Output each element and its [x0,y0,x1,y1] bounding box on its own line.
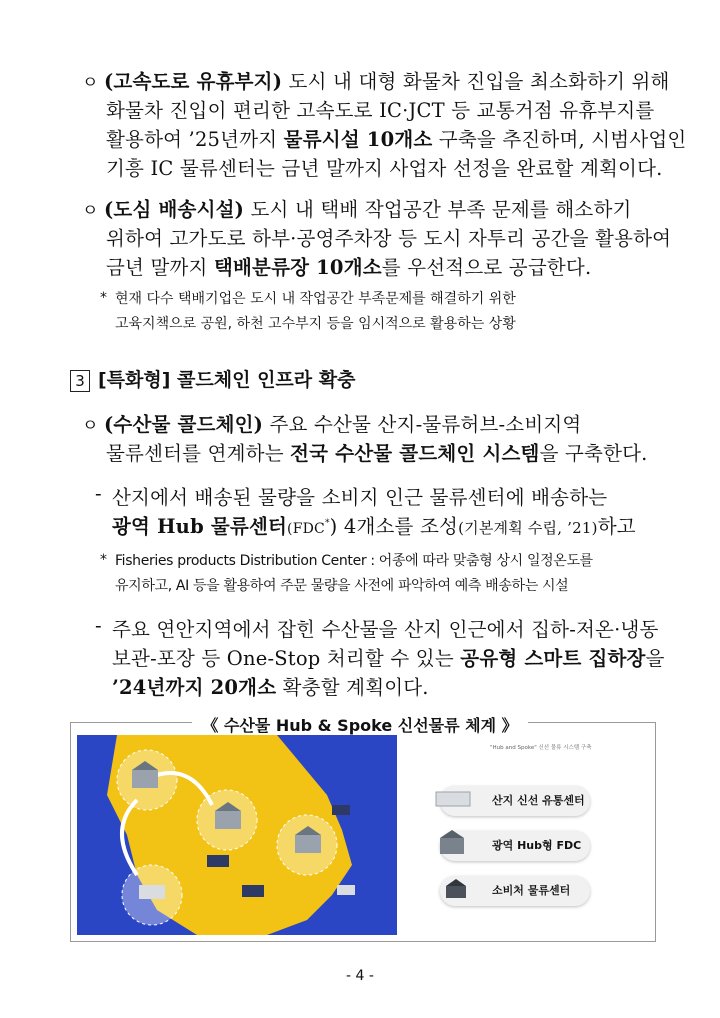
bullet: ㅇ [82,416,99,436]
legend-label: 소비처 물류센터 [492,884,571,897]
p2-highlight: 택배분류장 10개소 [213,256,382,279]
d1-line-2 [112,511,636,539]
figure-title-text: 《 수산물 Hub & Spoke 신선물류 체계 》 [192,716,527,735]
p3-line-1 [104,409,581,437]
p2-lead: (도심 배송시설) [104,198,245,221]
bullet: ㅇ [82,73,99,93]
p1-line-1 [104,66,670,94]
d1-plan: (기본계획 수립, ’21) [458,519,598,537]
p2-note-1: 현재 다수 택배기업은 도시 내 작업공간 부족문제를 해결하기 위한 [115,291,516,307]
d2-highlight: ’24년까지 20개소 [112,676,277,699]
d2-text: 을 [645,647,665,670]
p2-line-1 [104,194,632,222]
p1-line-2: 화물차 진입이 편리한 고속도로 IC·JCT 등 교통거점 유휴부지를 [106,99,655,122]
d2-highlight: 공유형 스마트 집하장 [460,647,646,670]
legend-icons [432,786,482,906]
hub-spoke-map [77,735,397,935]
d2-text: 보관-포장 등 One-Stop 처리할 수 있는 [112,647,461,670]
d1-highlight: 광역 Hub 물류센터 [112,515,288,538]
figure-caption: "Hub and Spoke" 신선 물류 시스템 구축 [490,745,592,751]
p1-text: 활용하여 ’25년까지 [106,128,284,151]
p3-text: 물류센터를 연계하는 [106,442,291,465]
warehouse-icon [440,838,464,854]
section-number: 3 [70,370,90,392]
bullet: ㅇ [82,201,99,221]
d1-note-2: 유지하고, AI 등을 활용하여 주문 물량을 사전에 파악하여 예측 배송하는 시설 [115,578,569,594]
p2-note-2: 고육지책으로 공원, 하천 고수부지 등을 임시적으로 활용하는 상황 [115,316,516,332]
p3-highlight: 전국 수산물 콜드체인 시스템 [290,442,540,465]
d2-line-2 [112,643,665,671]
d1-line-1: 산지에서 배송된 물량을 소비지 인근 물류센터에 배송하는 [112,486,608,509]
dash: - [95,482,102,505]
p2-line-2: 위하여 고가도로 하부·공영주차장 등 도시 자투리 공간을 활용하여 [106,227,672,250]
section-heading [70,365,355,392]
p1-text: 도시 내 대형 화물차 진입을 최소화하기 위해 [282,70,670,93]
p1-highlight: 물류시설 10개소 [283,128,433,151]
page-number: - 4 - [346,968,374,984]
d2-line-3 [112,672,429,700]
d1-note-mark: * [100,552,107,568]
p2-line-3 [106,252,591,280]
p1-line-3 [106,124,686,152]
p3-line-2 [106,438,648,466]
d1-text: ) 4개소를 조성 [329,515,459,538]
p2-text: 도시 내 택배 작업공간 부족 문제를 해소하기 [244,198,632,221]
dash: - [95,614,102,637]
section-title: [특화형] 콜드체인 인프라 확충 [98,369,356,391]
p1-line-4: 기흥 IC 물류센터는 금년 말까지 사업자 선정을 완료할 계획이다. [106,157,663,180]
p1-text: 구축을 추진하며, 시범사업인 [432,128,687,151]
d1-sup: * [324,518,330,529]
p3-lead: (수산물 콜드체인) [104,413,264,436]
korea-map-illustration [77,735,397,935]
d1-note-1: Fisheries products Distribution Center : 어종에 따라 맞춤형 상시 일정온도를 [115,553,593,569]
d2-text: 확충할 계획이다. [276,676,429,699]
warehouse-icon [446,886,466,898]
p3-text: 주요 수산물 산지-물류허브-소비지역 [263,413,582,436]
warehouse-icon [436,792,470,806]
p2-note-mark: * [100,290,107,306]
p2-text: 금년 말까지 [106,256,214,279]
d1-text: (FDC [287,521,325,537]
legend-label: 광역 Hub형 FDC [492,839,582,852]
p3-text: 을 구축한다. [539,442,648,465]
p1-lead: (고속도로 유휴부지) [104,70,283,93]
d1-text: 하고 [597,515,636,538]
legend-label: 산지 신선 유통센터 [492,794,585,807]
p2-text: 를 우선적으로 공급한다. [381,256,592,279]
figure-title [0,713,720,736]
d2-line-1: 주요 연안지역에서 잡힌 수산물을 산지 인근에서 집하-저온·냉동 [112,618,659,641]
